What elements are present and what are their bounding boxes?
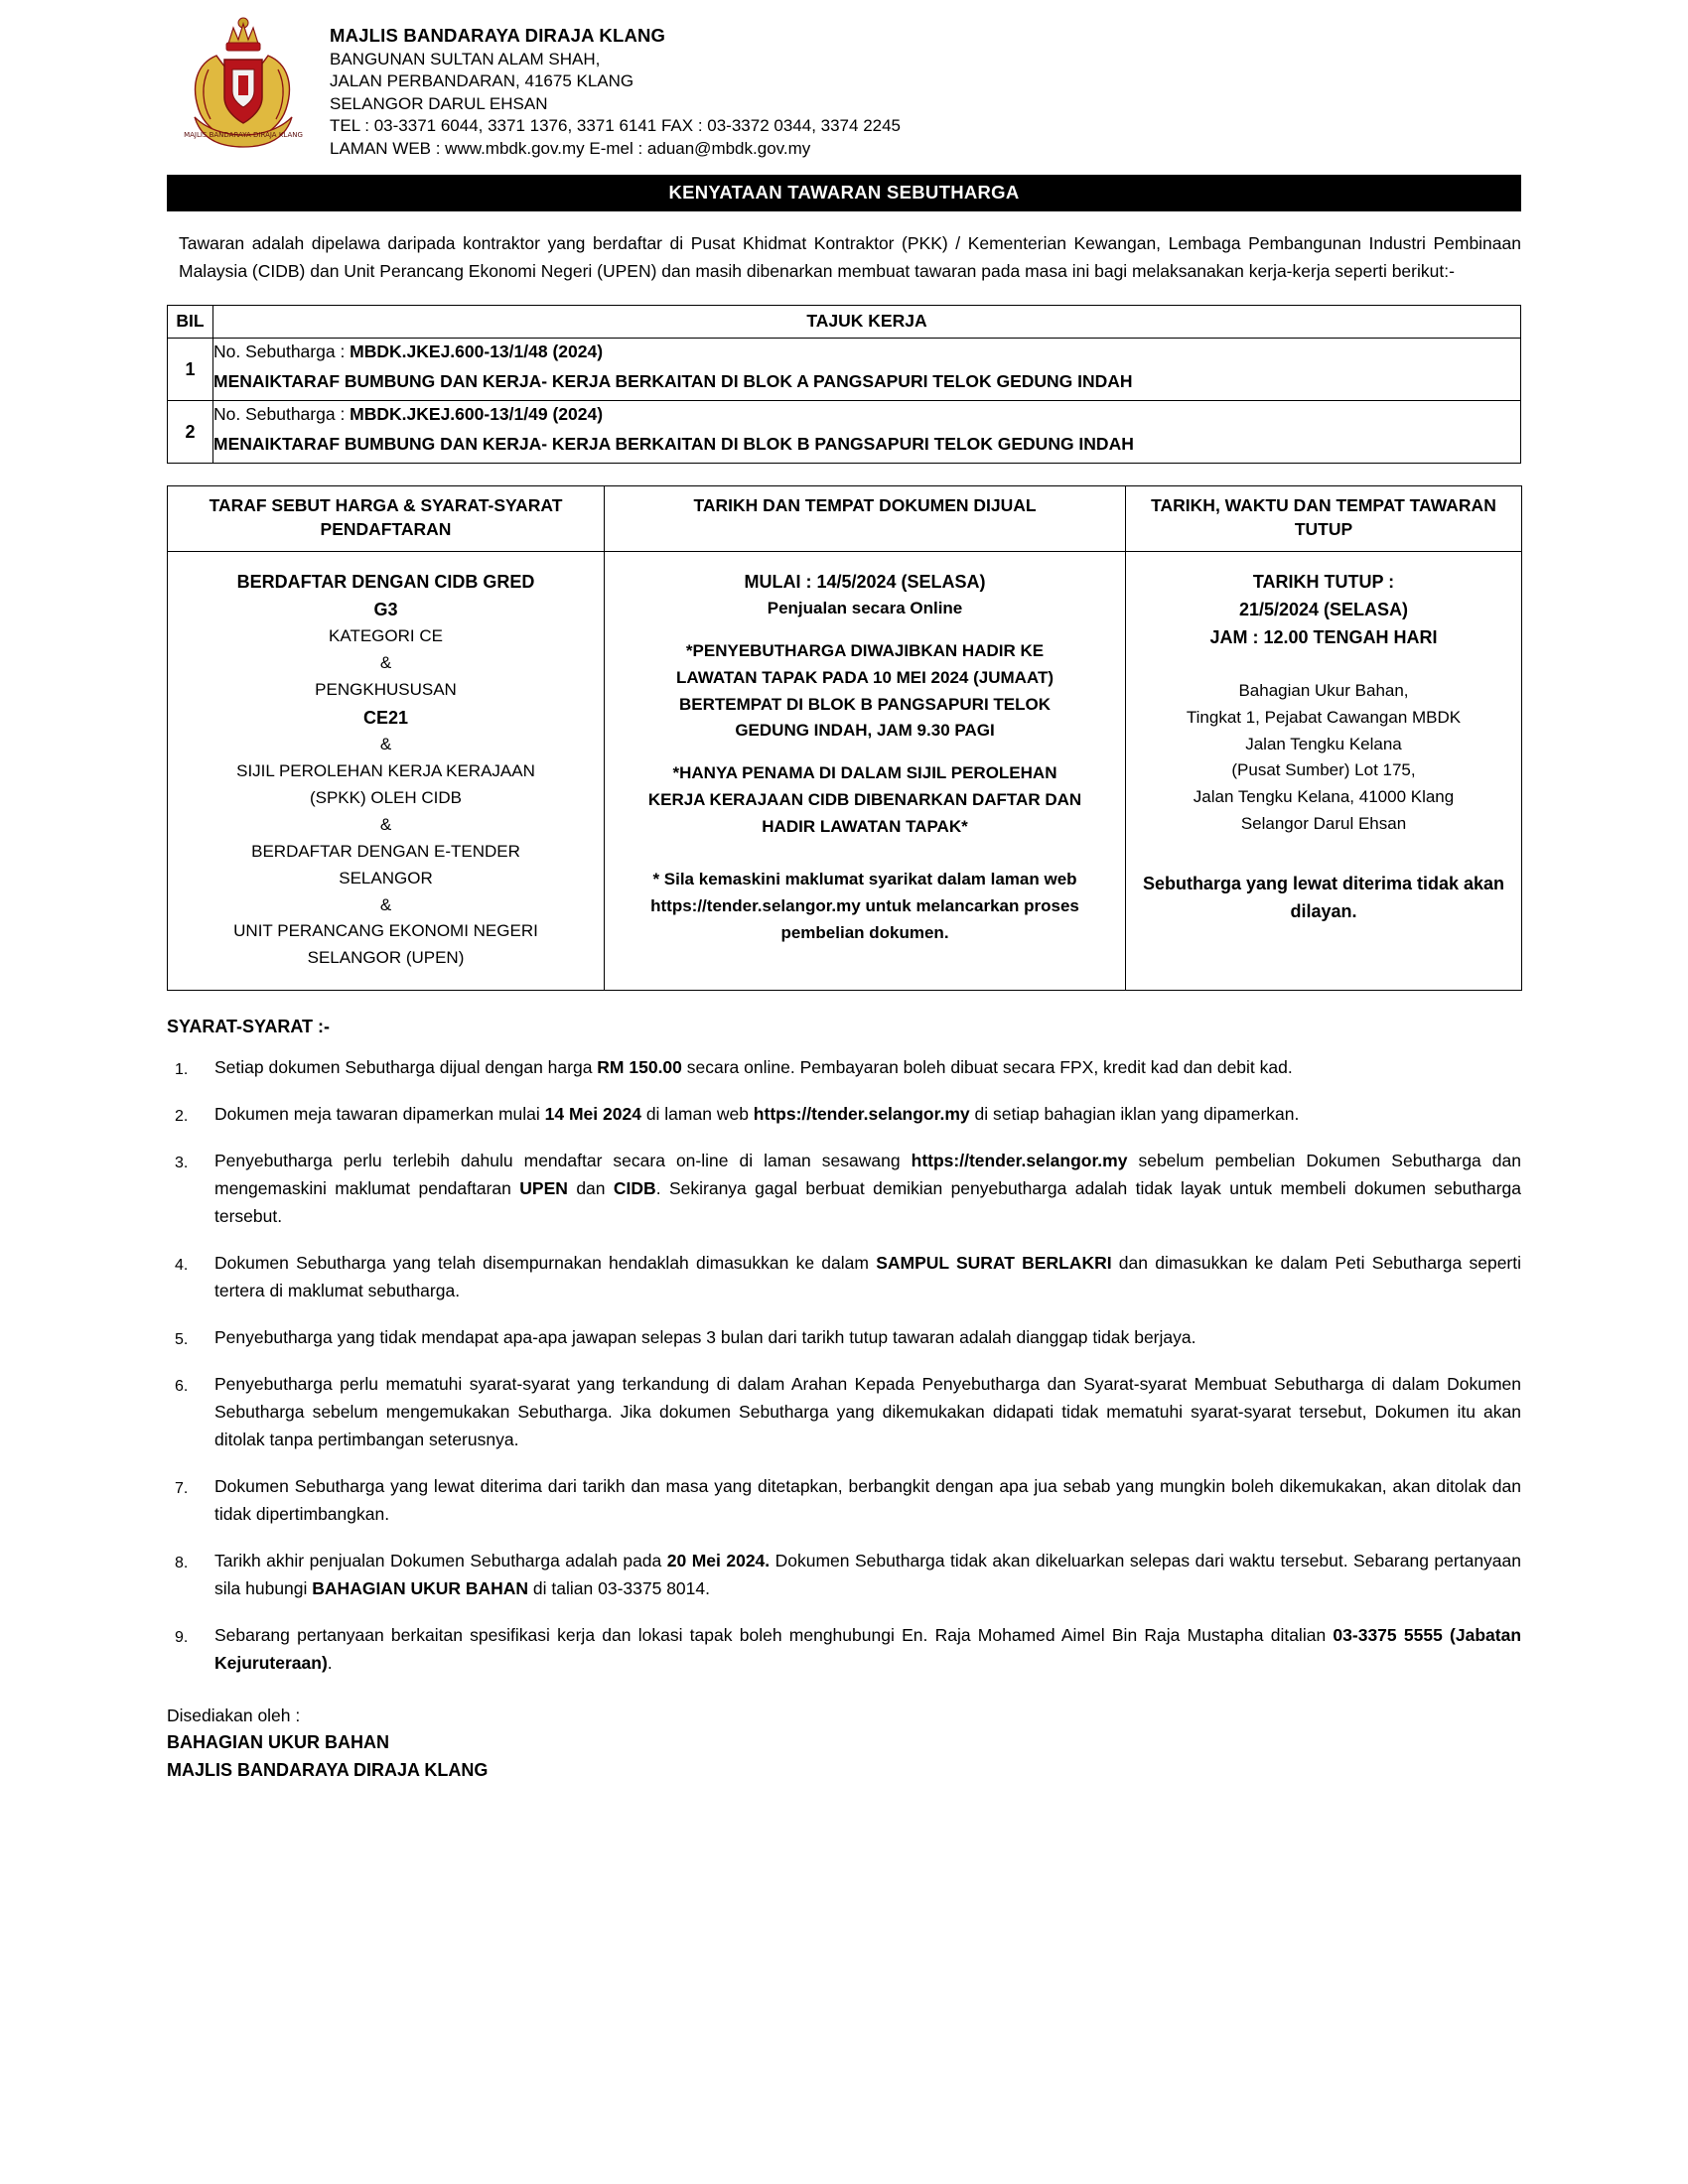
registration-requirements-cell — [168, 551, 605, 991]
condition-run: Dokumen meja tawaran dipamerkan mulai — [214, 1104, 545, 1125]
condition-text — [214, 1253, 1521, 1300]
condition-number: 7. — [175, 1480, 189, 1498]
spacer — [1140, 652, 1507, 668]
address-line-3: SELANGOR DARUL EHSAN — [330, 93, 548, 113]
reg-line-13: & — [379, 894, 392, 914]
document-header — [0, 0, 1688, 169]
address-line-1: BANGUNAN SULTAN ALAM SHAH, — [330, 49, 601, 68]
condition-number: 8. — [175, 1555, 189, 1572]
condition-text — [214, 1374, 1521, 1449]
works-row-1-bil: 1 — [168, 339, 213, 401]
condition-run: secara online. Pembayaran boleh dibuat secara FPX, kredit kad dan debit kad. — [681, 1057, 1293, 1078]
spacer — [1140, 854, 1507, 870]
conditions-title: SYARAT-SYARAT :- — [167, 1017, 331, 1037]
sale-line-11: https://tender.selangor.my untuk melancarkan proses — [650, 895, 1079, 915]
signature-organisation: MAJLIS BANDARAYA DIRAJA KLANG — [167, 1760, 489, 1781]
close-line-8: Jalan Tengku Kelana, 41000 Klang — [1193, 787, 1455, 807]
works-row-2-content — [213, 401, 1521, 464]
condition-emphasis: https://tender.selangor.my — [911, 1151, 1128, 1171]
organisation-name: MAJLIS BANDARAYA DIRAJA KLANG — [330, 25, 666, 46]
condition-emphasis: 14 Mei 2024 — [544, 1104, 641, 1125]
condition-text — [214, 1327, 1196, 1347]
spacer — [619, 622, 1111, 638]
organisation-details — [330, 14, 901, 161]
works-row-2-number-label: No. Sebutharga : — [213, 404, 351, 425]
sale-line-2: Penjualan secara Online — [767, 599, 963, 618]
condition-run: Dokumen Sebutharga yang lewat diterima dari tarikh dan masa yang ditetapkan, berbangkit dengan apa jua sebab yang mungkin boleh dikemukakan, akan ditolak dan tidak dipertimbangkan. — [214, 1476, 1521, 1525]
spacer — [619, 857, 1111, 867]
works-row-2-title: MENAIKTARAF BUMBUNG DAN KERJA- KERJA BERKAITAN DI BLOK B PANGSAPURI TELOK GEDUNG INDAH — [213, 433, 1134, 454]
condition-run: di talian 03-3375 8014. — [528, 1578, 710, 1599]
condition-emphasis: 20 Mei 2024. — [666, 1551, 771, 1571]
spacer — [1140, 838, 1507, 854]
close-line-1: TARIKH TUTUP : — [1252, 571, 1395, 592]
signature-block — [167, 1703, 1688, 1785]
condition-emphasis: https://tender.selangor.my — [753, 1104, 970, 1125]
condition-run: Tarikh akhir penjualan Dokumen Sebutharga adalah pada — [214, 1551, 667, 1571]
condition-item — [167, 1100, 1521, 1128]
condition-number: 1. — [175, 1061, 189, 1079]
reg-line-1: BERDAFTAR DENGAN CIDB GRED — [236, 571, 535, 592]
svg-text:MAJLIS BANDARAYA DIRAJA KLANG: MAJLIS BANDARAYA DIRAJA KLANG — [184, 131, 303, 139]
condition-emphasis: 03-3375 5555 (Jabatan Kejuruteraan) — [214, 1625, 1522, 1674]
reg-line-15: SELANGOR (UPEN) — [307, 948, 465, 968]
works-row-2-bil: 2 — [168, 401, 213, 464]
condition-run: sebelum pembelian Dokumen Sebutharga dan mengemaskini maklumat pendaftaran — [214, 1151, 1521, 1199]
works-table-header-row — [168, 306, 1521, 339]
sale-line-6: GEDUNG INDAH, JAM 9.30 PAGI — [735, 721, 995, 741]
tender-info-table — [167, 485, 1522, 991]
condition-number: 3. — [175, 1155, 189, 1172]
spacer — [1140, 668, 1507, 678]
close-line-4: Bahagian Ukur Bahan, — [1238, 680, 1409, 700]
condition-item — [167, 1323, 1521, 1351]
condition-run: . Sekiranya gagal berbuat demikian penyebutharga adalah tidak layak untuk membeli dokumen sebutharga tersebut. — [214, 1178, 1521, 1227]
conditions-list — [167, 1053, 1521, 1677]
info-table-body-row — [168, 551, 1522, 991]
closing-details-cell — [1126, 551, 1522, 991]
condition-item — [167, 1147, 1521, 1230]
condition-emphasis: UPEN — [519, 1178, 568, 1199]
table-row — [168, 401, 1521, 464]
info-table-header-row — [168, 486, 1522, 551]
reg-line-9: (SPKK) OLEH CIDB — [309, 788, 463, 808]
condition-run: Dokumen Sebutharga tidak akan dikeluarkan selepas dari waktu tersebut. Sebarang pertanyaan sila hubungi — [214, 1551, 1521, 1599]
reg-line-14: UNIT PERANCANG EKONOMI NEGERI — [233, 921, 538, 941]
document-sale-cell — [605, 551, 1126, 991]
condition-run: Penyebutharga yang tidak mendapat apa-apa jawapan selepas 3 bulan dari tarikh tutup tawaran adalah dianggap tidak berjaya. — [214, 1327, 1196, 1348]
signature-line-1: Disediakan oleh : — [167, 1706, 301, 1726]
condition-run: dan dimasukkan ke dalam Peti Sebutharga seperti tertera di maklumat sebutharga. — [214, 1253, 1522, 1301]
condition-run: Setiap dokumen Sebutharga dijual dengan harga — [214, 1057, 598, 1078]
condition-emphasis: BAHAGIAN UKUR BAHAN — [312, 1578, 529, 1599]
works-header-title: TAJUK KERJA — [213, 306, 1521, 339]
works-row-1-content — [213, 339, 1521, 401]
works-row-1-number-value: MBDK.JKEJ.600-13/1/48 (2024) — [350, 341, 604, 362]
condition-emphasis: CIDB — [613, 1178, 656, 1199]
condition-run: Penyebutharga perlu terlebih dahulu mendaftar secara on-line di laman sesawang — [214, 1151, 912, 1171]
close-late-notice: Sebutharga yang lewat diterima tidak akan dilayan. — [1142, 874, 1505, 922]
sale-line-5: BERTEMPAT DI BLOK B PANGSAPURI TELOK — [679, 694, 1051, 714]
reg-line-4: & — [379, 653, 392, 673]
condition-number: 6. — [175, 1378, 189, 1396]
condition-number: 5. — [175, 1331, 189, 1349]
condition-text — [214, 1551, 1521, 1598]
spacer — [619, 745, 1111, 760]
condition-item — [167, 1472, 1521, 1528]
condition-emphasis: RM 150.00 — [597, 1057, 682, 1078]
sale-line-4: LAWATAN TAPAK PADA 10 MEI 2024 (JUMAAT) — [675, 667, 1054, 687]
sale-line-3: *PENYEBUTHARGA DIWAJIBKAN HADIR KE — [685, 640, 1045, 660]
condition-emphasis: SAMPUL SURAT BERLAKRI — [876, 1253, 1112, 1274]
works-row-2-number-value: MBDK.JKEJ.600-13/1/49 (2024) — [350, 404, 604, 425]
sale-line-1: MULAI : 14/5/2024 (SELASA) — [744, 571, 986, 592]
condition-number: 9. — [175, 1629, 189, 1647]
reg-line-10: & — [379, 815, 392, 835]
reg-line-6: CE21 — [362, 708, 409, 729]
condition-item — [167, 1370, 1521, 1453]
reg-line-2: G3 — [373, 600, 398, 620]
condition-run: di setiap bahagian iklan yang dipamerkan. — [969, 1104, 1300, 1125]
condition-text — [214, 1104, 1299, 1124]
spacer — [619, 841, 1111, 857]
close-line-6: Jalan Tengku Kelana — [1245, 734, 1402, 753]
info-header-closing: TARIKH, WAKTU DAN TEMPAT TAWARAN TUTUP — [1126, 486, 1522, 551]
sale-line-10: * Sila kemaskini maklumat syarikat dalam laman web — [652, 869, 1077, 888]
condition-run: Dokumen Sebutharga yang telah disempurnakan hendaklah dimasukkan ke dalam — [214, 1253, 877, 1274]
klang-royal-city-council-crest-icon — [179, 14, 308, 148]
condition-number: 4. — [175, 1257, 189, 1275]
condition-run: Sebarang pertanyaan berkaitan spesifikasi kerja dan lokasi tapak boleh menghubungi En. Raja Mohamed Aimel Bin Raja Mustapha ditalian — [214, 1625, 1334, 1646]
close-line-5: Tingkat 1, Pejabat Cawangan MBDK — [1186, 707, 1462, 727]
reg-line-12: SELANGOR — [339, 868, 433, 887]
works-table — [167, 305, 1521, 464]
page-title: KENYATAAN TAWARAN SEBUTHARGA — [167, 175, 1521, 211]
condition-item — [167, 1053, 1521, 1081]
reg-line-3: KATEGORI CE — [329, 626, 443, 646]
condition-text — [214, 1151, 1521, 1226]
contact-phone-fax: TEL : 03-3371 6044, 3371 1376, 3371 6141 FAX : 03-3372 0344, 3374 2245 — [330, 116, 902, 136]
condition-number: 2. — [175, 1108, 189, 1126]
intro-paragraph: Tawaran adalah dipelawa daripada kontraktor yang berdaftar di Pusat Khidmat Kontraktor (PKK) / Kementerian Kewangan, Lembaga Pembangunan Industri Pembinaan Malaysia (CIDB) dan Unit Perancang Ekonomi Negeri (UPEN) dan masih dibenarkan membuat tawaran pada masa ini bagi melaksanakan kerja-kerja seperti berikut:- — [179, 232, 1521, 281]
close-line-3: JAM : 12.00 TENGAH HARI — [1209, 627, 1438, 648]
contact-web-email: LAMAN WEB : www.mbdk.gov.my E-mel : aduan@mbdk.gov.my — [330, 139, 811, 159]
signature-department: BAHAGIAN UKUR BAHAN — [167, 1732, 389, 1753]
condition-run: . — [327, 1653, 333, 1674]
condition-run: dan — [567, 1178, 614, 1199]
sale-line-9: HADIR LAWATAN TAPAK* — [762, 817, 968, 837]
sale-line-12: pembelian dokumen. — [780, 922, 949, 942]
address-line-2: JALAN PERBANDARAN, 41675 KLANG — [330, 71, 634, 91]
works-row-1-number — [213, 339, 1520, 364]
reg-line-5: PENGKHUSUSAN — [315, 680, 457, 700]
condition-run: Penyebutharga perlu mematuhi syarat-syarat yang terkandung di dalam Arahan Kepada Penyebutharga dan Syarat-syarat Membuat Sebutharga di dalam Dokumen Sebutharga sebelum mengemukakan Sebutharga. Jika dokumen Sebutharga yang dikemukakan didapati tidak mematuhi syarat-syarat tersebut, Dokumen itu akan ditolak tanpa pertimbangan seterusnya. — [214, 1374, 1521, 1450]
condition-text — [214, 1625, 1521, 1673]
works-header-bil: BIL — [168, 306, 213, 339]
condition-item — [167, 1621, 1521, 1677]
condition-item — [167, 1547, 1521, 1602]
condition-run: di laman web — [640, 1104, 754, 1125]
reg-line-8: SIJIL PEROLEHAN KERJA KERAJAAN — [236, 761, 535, 781]
table-row — [168, 339, 1521, 401]
condition-item — [167, 1249, 1521, 1304]
works-row-2-number — [213, 401, 1520, 427]
info-header-registration: TARAF SEBUT HARGA & SYARAT-SYARAT PENDAFTARAN — [168, 486, 605, 551]
reg-line-11: BERDAFTAR DENGAN E-TENDER — [251, 841, 520, 861]
condition-text — [214, 1057, 1293, 1077]
works-row-1-number-label: No. Sebutharga : — [213, 341, 351, 362]
close-line-2: 21/5/2024 (SELASA) — [1238, 600, 1409, 620]
sale-line-7: *HANYA PENAMA DI DALAM SIJIL PEROLEHAN — [672, 763, 1057, 783]
close-line-9: Selangor Darul Ehsan — [1240, 814, 1407, 834]
works-row-1-title: MENAIKTARAF BUMBUNG DAN KERJA- KERJA BERKAITAN DI BLOK A PANGSAPURI TELOK GEDUNG INDAH — [213, 370, 1133, 391]
info-header-document-sale: TARIKH DAN TEMPAT DOKUMEN DIJUAL — [605, 486, 1126, 551]
condition-text — [214, 1476, 1521, 1524]
sale-line-8: KERJA KERAJAAN CIDB DIBENARKAN DAFTAR DAN — [647, 790, 1082, 810]
reg-line-7: & — [379, 735, 392, 754]
close-line-7: (Pusat Sumber) Lot 175, — [1231, 760, 1416, 780]
